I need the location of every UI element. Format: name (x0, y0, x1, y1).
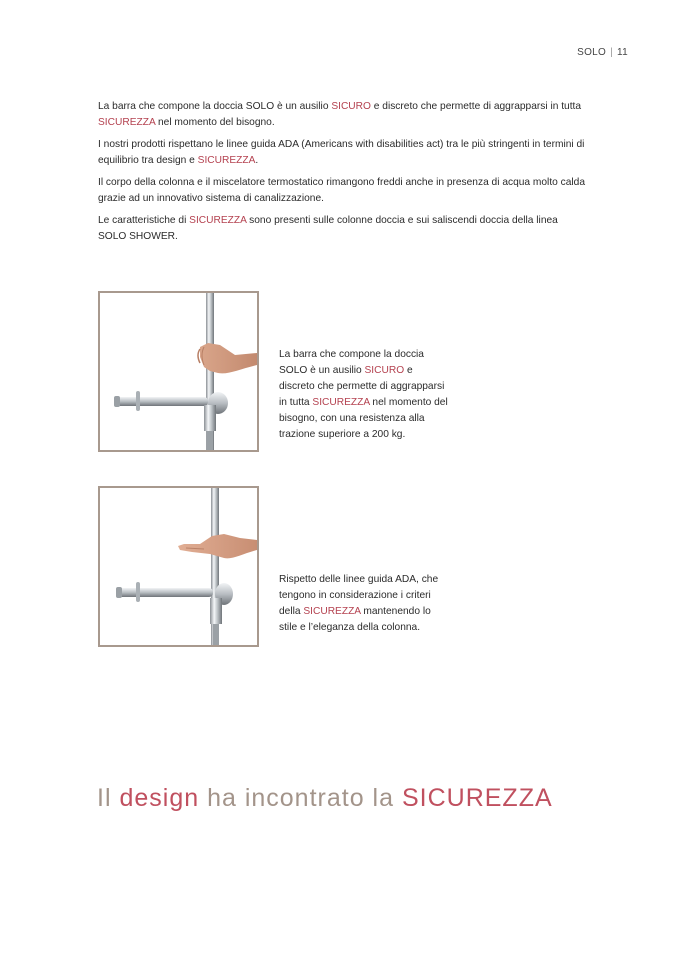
intro-paragraph-3: Il corpo della colonna e il miscelatore termostatico rimangono freddi anche in presenza di acqua molto calda grazie ad un innovativo sistema di canalizzazione. (98, 177, 586, 204)
brand-label: SOLO (577, 47, 607, 58)
tagline: Il design ha incontrato la SICUREZZA (97, 784, 553, 812)
intro-paragraph-2: I nostri prodotti rispettano le linee guida ADA (Americans with disabilities act) tra le più stringenti in termini di equilibrio tra design e SICUREZZA. (98, 139, 585, 166)
grab-bar-illustration (100, 293, 257, 450)
page-number: 11 (617, 47, 628, 58)
photo-hand-near-bar (98, 486, 259, 647)
caption-1: La barra che compone la doccia SOLO è un ausilio SICURO e discreto che permette di aggrapparsi in tutta SICUREZZA nel momento del bisogno, con una resistenza alla trazione superiore a 200 kg. (279, 349, 448, 440)
photo-hand-gripping-bar (98, 291, 259, 452)
caption-2: Rispetto delle linee guida ADA, che tengono in considerazione i criteri della SICUREZZA mantenendo lo stile e l’eleganza della colonna. (279, 574, 439, 633)
page-header (577, 47, 628, 58)
intro-paragraph-1: La barra che compone la doccia SOLO è un ausilio SICURO e discreto che permette di aggrapparsi in tutta SICUREZZA nel momento del bisogno. (98, 101, 582, 128)
intro-text (98, 99, 588, 251)
intro-paragraph-4: Le caratteristiche di SICUREZZA sono presenti sulle colonne doccia e sui saliscendi doccia della linea SOLO SHOWER. (98, 215, 558, 242)
header-separator: | (610, 47, 614, 58)
column-illustration (100, 488, 257, 645)
